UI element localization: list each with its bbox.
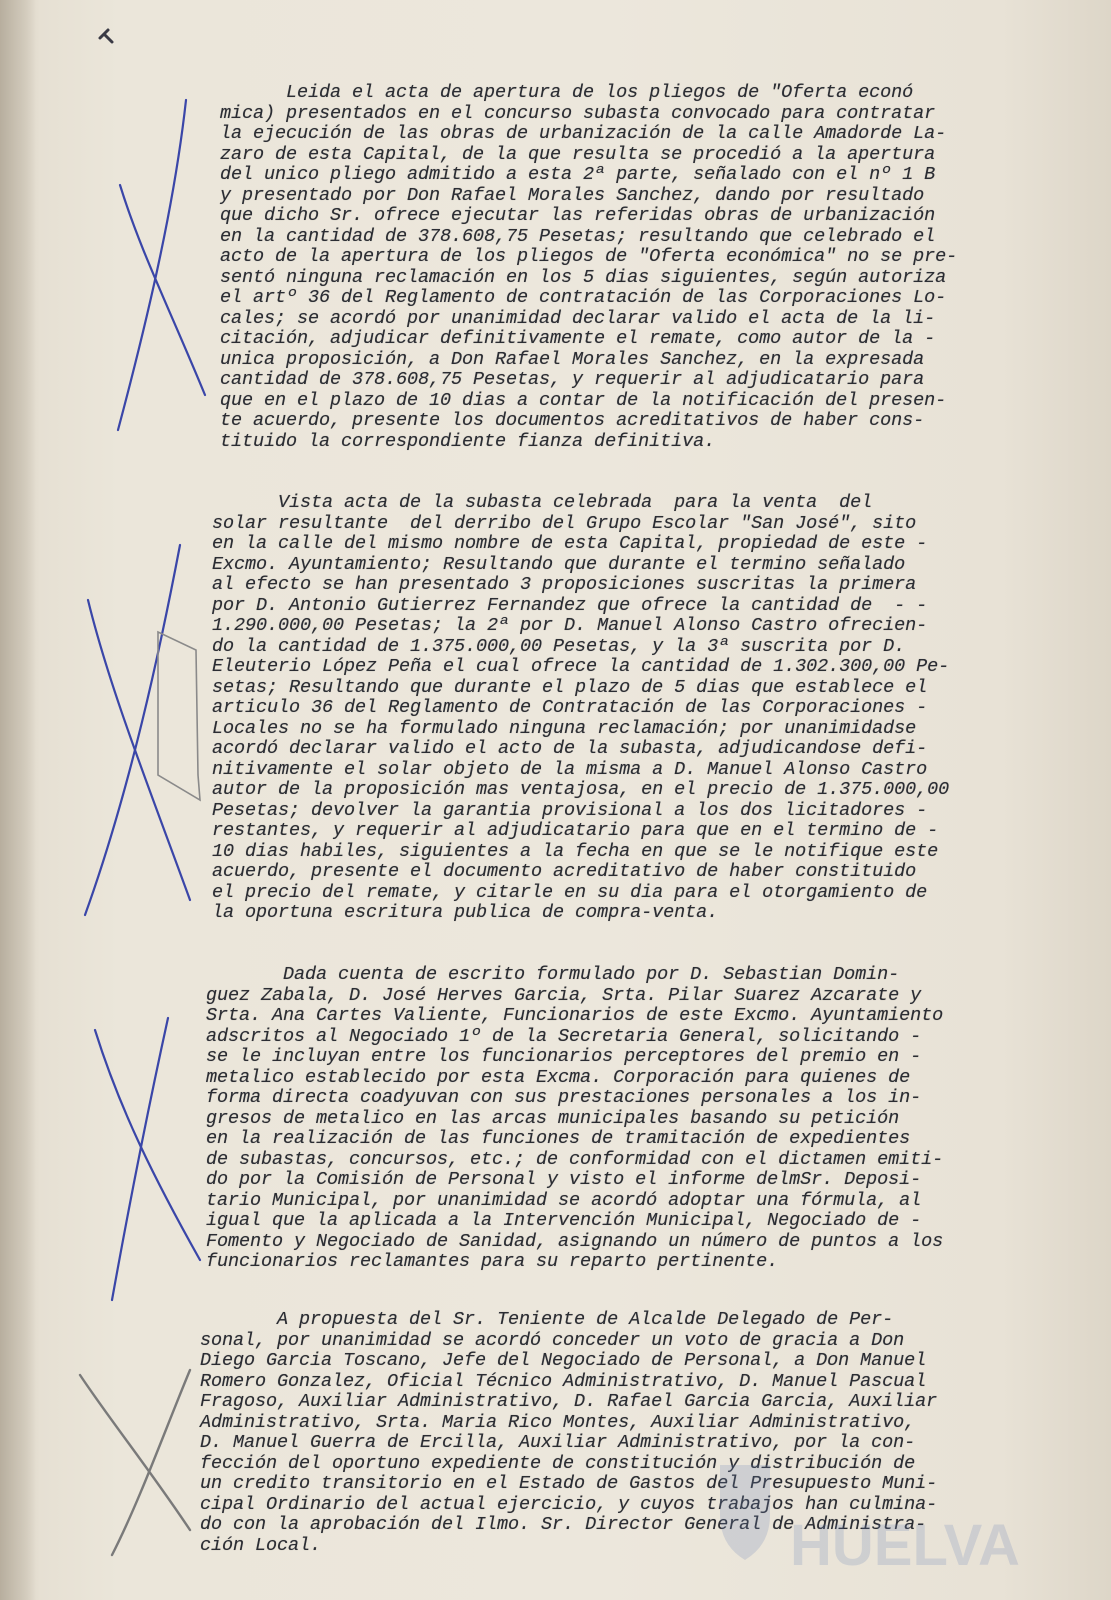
paragraph-urbanization-tender: Leida el acta de apertura de los pliegos de "Oferta econó mica) presentados en el concurso subasta convocado para contratar la ejecución de las obras de urbanización de la calle Amadorde La- zaro de esta Capital, de la que resulta se procedió a la apertura del unico pliego admitido a esta 2ª parte, señalado con el nº 1 B y presentado por Don Rafael Morales Sanchez, dando por resultado que dicho Sr. ofrece ejecutar las referidas obras de urbanización en la cantidad de 378.608,75 Pesetas; resultando que celebrado el acto de la apertura de los pliegos de "Oferta económica" no se pre- sentó ninguna reclamación en los 5 dias siguientes, según autoriza el artº 36 del Reglamento de contratación de las Corporaciones Lo- cales; se acordó por unanimidad declarar valido el acta de la li- citación, adjudicar definitivamente el remate, como autor de la - unica proposición, a Don Rafael Morales Sanchez, en la expresada cantidad de 378.608,75 Pesetas, y requerir al adjudicatario para que en el plazo de 10 dias a contar de la notificación del presen- te acuerdo, presente los documentos acreditativos de haber cons- tituido la correspondiente fianza definitiva.: [220, 82, 958, 452]
paragraph-vote-of-thanks: A propuesta del Sr. Teniente de Alcalde Delegado de Per- sonal, por unanimidad se acordó conceder un voto de gracia a Don Diego Garcia Toscano, Jefe del Negociado de Personal, a Don Manuel Romero Gonzalez, Oficial Técnico Administrativo, D. Manuel Pascual Fragoso, Auxiliar Administrativo, D. Rafael Garcia Garcia, Auxiliar Administrativo, Srta. Maria Rico Montes, Auxiliar Administrativo, D. Manuel Guerra de Ercilla, Auxiliar Administrativo, por la con- fección del oportuno expediente de constitución y distribución de un credito transitorio en el Estado de Gastos del Presupuesto Muni- cipal Ordinario del actual ejercicio, y cuyos trabajos han culmina- do con la aprobación del Ilmo. Sr. Director General de Administra- ción Local.: [200, 1309, 938, 1556]
page-fold-shadow: [0, 0, 36, 1600]
paragraph-san-jose-auction: Vista acta de la subasta celebrada para la venta del solar resultante del derribo del Grupo Escolar "San José", sito en la calle del mismo nombre de esta Capital, propiedad de este - Excmo. Ayuntamiento; Resultando que durante el termino señalado al efecto se han presentado 3 proposiciones suscritas la primera por D. Antonio Gutierrez Fernandez que ofrece la cantidad de - - 1.290.000,00 Pesetas; la 2ª por D. Manuel Alonso Castro ofrecien- do la cantidad de 1.375.000,00 Pesetas, y la 3ª suscrita por D. Eleuterio López Peña el cual ofrece la cantidad de 1.302.300,00 Pe- setas; Resultando que durante el plazo de 5 dias que establece el articulo 36 del Reglamento de Contratación de las Corporaciones - Locales no se ha formulado ninguna reclamación; por unanimidadse acordó declarar valido el acto de la subasta, adjudicandose defi- nitivamente el solar objeto de la misma a D. Manuel Alonso Castro autor de la proposición mas ventajosa, en el precio de 1.375.000,00 Pesetas; devolver la garantia provisional a los dos licitadores - restantes, y requerir al adjudicatario para que en el termino de - 10 dias habiles, siguientes a la fecha en que se le notifique este acuerdo, presente el documento acreditativo de haber constituido el precio del remate, y citarle en su dia para el otorgamiento de la oportuna escritura publica de compra-venta.: [212, 492, 950, 923]
cross-mark-2: [85, 545, 190, 915]
watermark-text: HUELVA: [790, 1513, 1020, 1578]
pen-tick-mark: [100, 30, 112, 42]
pencil-box-mark: [158, 632, 200, 800]
cross-mark-1: [118, 100, 205, 430]
cross-mark-4: [80, 1370, 190, 1555]
cross-mark-3: [95, 1018, 200, 1300]
paragraph-staff-premium-request: Dada cuenta de escrito formulado por D. Sebastian Domin- guez Zabala, D. José Herves Garcia, Srta. Pilar Suarez Azcarate y Srta. Ana Cartes Valiente, Funcionarios de este Excmo. Ayuntamiento adscritos al Negociado 1º de la Secretaria General, solicitando - se le incluyan entre los funcionarios perceptores del premio en - metalico establecido por esta Excma. Corporación para quienes de forma directa coadyuvan con sus prestaciones personales a los in- gresos de metalico en las arcas municipales basando su petición en la realización de las funciones de tramitación de expedientes de subastas, concursos, etc.; de conformidad con el dictamen emiti- do por la Comisión de Personal y visto el informe delmSr. Deposi- tario Municipal, por unanimidad se acordó adoptar una fórmula, al igual que la aplicada a la Intervención Municipal, Negociado de - Fomento y Negociado de Sanidad, asignando un número de puntos a los funcionarios reclamantes para su reparto pertinente.: [206, 964, 944, 1272]
